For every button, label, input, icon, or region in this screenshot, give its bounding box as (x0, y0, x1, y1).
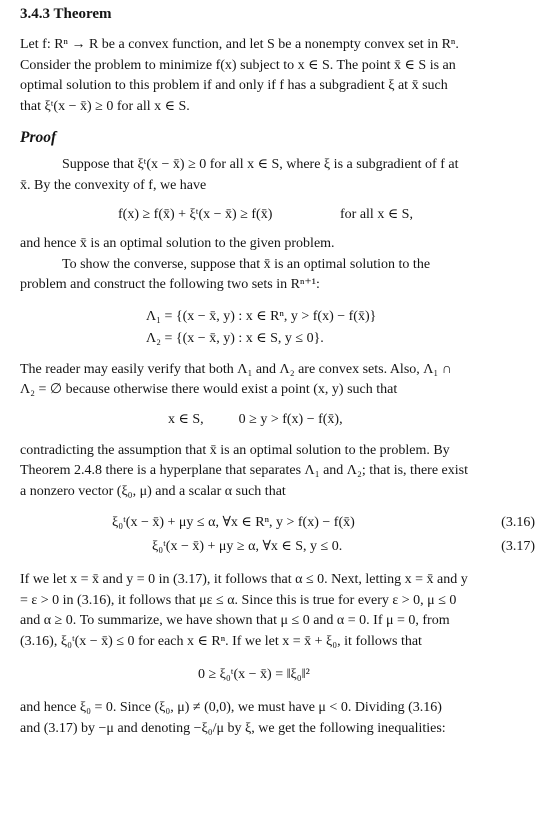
text-line: a nonzero vector (ξ₀, μ) and a scalar α such that (20, 483, 286, 499)
text-line: and (3.17) by −μ and denoting −ξ₀/μ by ξ, we get the following inequalities: (20, 720, 446, 736)
equation-3-17 (20, 536, 535, 560)
equation-text: x ∈ S, 0 ≥ y > f(x) − f(x̄), (168, 411, 343, 427)
text-line: Theorem 2.4.8 there is a hyperplane that separates Λ₁ and Λ₂; that is, there exist (20, 463, 468, 478)
text-line: Λ₂ = ∅ because otherwise there would exist a point (x, y) such that (20, 382, 398, 397)
theorem-line: that ξᵗ(x − x̄) ≥ 0 for all x ∈ S. (20, 98, 190, 114)
set-lambda-1-text: Λ₁ = {(x − x̄, y) : x ∈ Rⁿ, y > f(x) − f(x̄)} (146, 308, 377, 324)
theorem-line: Let f: Rⁿ → R be a convex function, and let S be a nonempty convex set in Rⁿ. (20, 37, 459, 52)
text-line: If we let x = x̄ and y = 0 in (3.17), it follows that α ≤ 0. Next, letting x = x̄ and y (20, 572, 468, 587)
proof-paragraph-1 (20, 155, 535, 196)
page (20, 6, 535, 739)
text-line: Suppose that ξᵗ(x − x̄) ≥ 0 for all x ∈ S, where ξ is a subgradient of f at (62, 157, 459, 172)
equation-lhs: f(x) ≥ f(x̄) + ξᵗ(x − x̄) ≥ f(x̄) (118, 207, 273, 222)
proof-paragraph-3 (20, 360, 535, 401)
text-line: The reader may easily verify that both Λ₁ and Λ₂ are convex sets. Also, Λ₁ ∩ (20, 361, 452, 377)
text-line: = ε > 0 in (3.16), it follows that με ≤ α. Since this is true for every ε > 0, μ ≤ 0 (20, 592, 457, 608)
section-heading: 3.4.3 Theorem (20, 6, 112, 22)
proof-paragraph-2 (20, 234, 535, 296)
theorem-statement (20, 35, 535, 117)
equation-lhs: ξ₀ᵗ(x − x̄) + μy ≥ α, ∀x ∈ S, y ≤ 0. (152, 539, 343, 554)
equation-3-16 (20, 512, 535, 536)
theorem-line: Consider the problem to minimize f(x) subject to x ∈ S. The point x̄ ∈ S is an (20, 57, 456, 73)
proof-paragraph-6 (20, 698, 535, 739)
equation-number: (3.17) (501, 539, 535, 554)
equation-condition: for all x ∈ S, (340, 207, 413, 222)
text-line: contradicting the assumption that x̄ is an optimal solution to the problem. By (20, 442, 450, 458)
proof-paragraph-5 (20, 570, 535, 652)
equation-lhs: ξ₀ᵗ(x − x̄) + μy ≤ α, ∀x ∈ Rⁿ, y > f(x) − f(x̄) (112, 515, 355, 530)
text-line: and α ≥ 0. To summarize, we have shown that μ ≤ 0 and α = 0. If μ = 0, from (20, 613, 450, 628)
text-line: (3.16), ξ₀ᵗ(x − x̄) ≤ 0 for each x ∈ Rⁿ. If we let x = x̄ + ξ₀, it follows that (20, 633, 422, 649)
equation-number: (3.16) (501, 515, 535, 530)
text-line: and hence ξ₀ = 0. Since (ξ₀, μ) ≠ (0,0), we must have μ < 0. Dividing (3.16) (20, 700, 442, 715)
proof-paragraph-4 (20, 441, 535, 503)
text-line: problem and construct the following two sets in Rⁿ⁺¹: (20, 277, 320, 292)
equation-1 (20, 204, 535, 226)
set-lambda-2-text: Λ₂ = {(x − x̄, y) : x ∈ S, y ≤ 0}. (146, 330, 324, 346)
proof-label: Proof (20, 129, 57, 146)
text-line: and hence x̄ is an optimal solution to the given problem. (20, 236, 335, 251)
text-line: To show the converse, suppose that x̄ is an optimal solution to the (62, 256, 431, 272)
equation-3 (20, 662, 535, 688)
set-definitions (20, 306, 535, 350)
theorem-line: optimal solution to this problem if and only if f has a subgradient ξ at x̄ such (20, 78, 448, 93)
equation-2 (20, 409, 535, 431)
separation-equations (20, 512, 535, 560)
set-lambda-2 (20, 328, 535, 350)
set-lambda-1 (20, 306, 535, 328)
equation-text: 0 ≥ ξ₀ᵗ(x − x̄) = ‖ξ₀‖² (198, 667, 310, 682)
text-line: x̄. By the convexity of f, we have (20, 177, 207, 193)
